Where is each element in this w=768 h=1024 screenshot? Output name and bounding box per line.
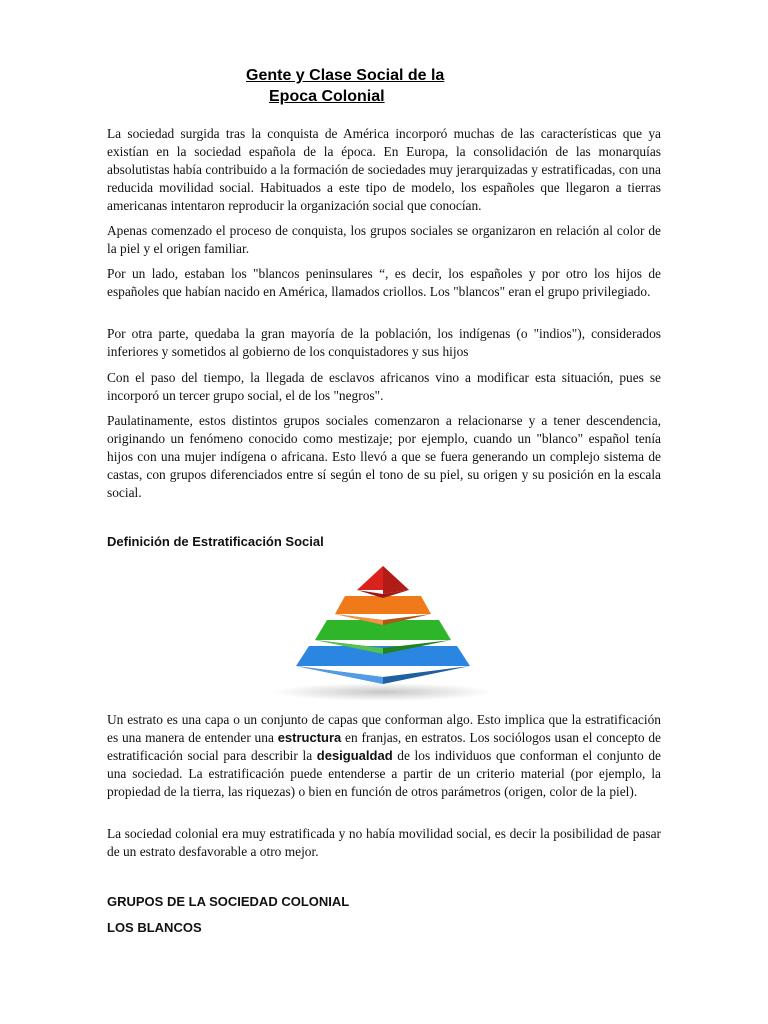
title-line-1: Gente y Clase Social de la (246, 67, 445, 84)
definition-text-1: Un estrato es una capa o un conjunto de capas que conforman algo. Esto implica que la estratificación es una manera de entender una (107, 712, 661, 745)
definition-paragraph (107, 711, 661, 801)
intro-paragraph-4: Por otra parte, quedaba la gran mayoría de la población, los indígenas (o "indios"), considerados inferiores y sometidos al gobierno de los conquistadores y sus hijos (107, 326, 661, 359)
intro-paragraph-3: Por un lado, estaban los "blancos peninsulares “, es decir, los españoles y por otro los hijos de españoles que habían nacido en América, llamados criollos. Los "blancos" eran el grupo privilegiado. (107, 266, 661, 299)
title-line-2: Epoca Colonial (269, 88, 385, 105)
colonial-paragraph: La sociedad colonial era muy estratificada y no había movilidad social, es decir la posibilidad de pasar de un estrato desfavorable a otro mejor. (107, 826, 661, 859)
intro-paragraph-6: Paulatinamente, estos distintos grupos sociales comenzaron a relacionarse y a tener descendencia, originando un fenómeno conocido como mestizaje; por ejemplo, cuando un "blanco" español tenía hijos con una mujer indígena o africana. Esto llevó a que se fuera generando un complejo sistema de castas, con grupos diferenciados entre sí según el tono de su piel, su origen y su posición en la escala social. (107, 413, 661, 500)
keyword-estructura: estructura (277, 730, 342, 745)
keyword-desigualdad: desigualdad (316, 748, 393, 763)
intro-paragraph-1: La sociedad surgida tras la conquista de América incorporó muchas de las características que ya existían en la sociedad española de la época. En Europa, la consolidación de las monarquías absolutistas había contribuido a la formación de sociedades muy jerarquizadas y estratificadas, con una reducida movilidad social. Habituados a este tipo de modelo, los españoles que llegaron a tierras americanas intentaron reproducir la organización social que conocían. (107, 126, 661, 213)
definition-text-3: de los individuos que conforman el conjunto de una sociedad. La estratificación puede entenderse a partir de un criterio material (por ejemplo, la propiedad de la tierra, las riquezas) o bien en función de otros parámetros (origen, color de la piel). (107, 748, 661, 799)
definition-heading: Definición de Estratificación Social (107, 534, 324, 549)
groups-heading: GRUPOS DE LA SOCIEDAD COLONIAL (107, 894, 350, 909)
intro-paragraph-5: Con el paso del tiempo, la llegada de esclavos africanos vino a modificar esta situación, pues se incorporó un tercer grupo social, el de los "negros". (107, 370, 661, 403)
intro-paragraph-2: Apenas comenzado el proceso de conquista, los grupos sociales se organizaron en relación al color de la piel y el origen familiar. (107, 223, 661, 256)
pyramid-shadow (273, 683, 493, 701)
definition-text-2: en franjas, en estratos. Los sociólogos usan el concepto de estratificación social para describir la (107, 730, 661, 763)
pyramid-layer-top (357, 566, 409, 598)
document-title (246, 65, 444, 107)
stratification-pyramid-image (263, 560, 503, 702)
whites-heading: LOS BLANCOS (107, 920, 202, 935)
